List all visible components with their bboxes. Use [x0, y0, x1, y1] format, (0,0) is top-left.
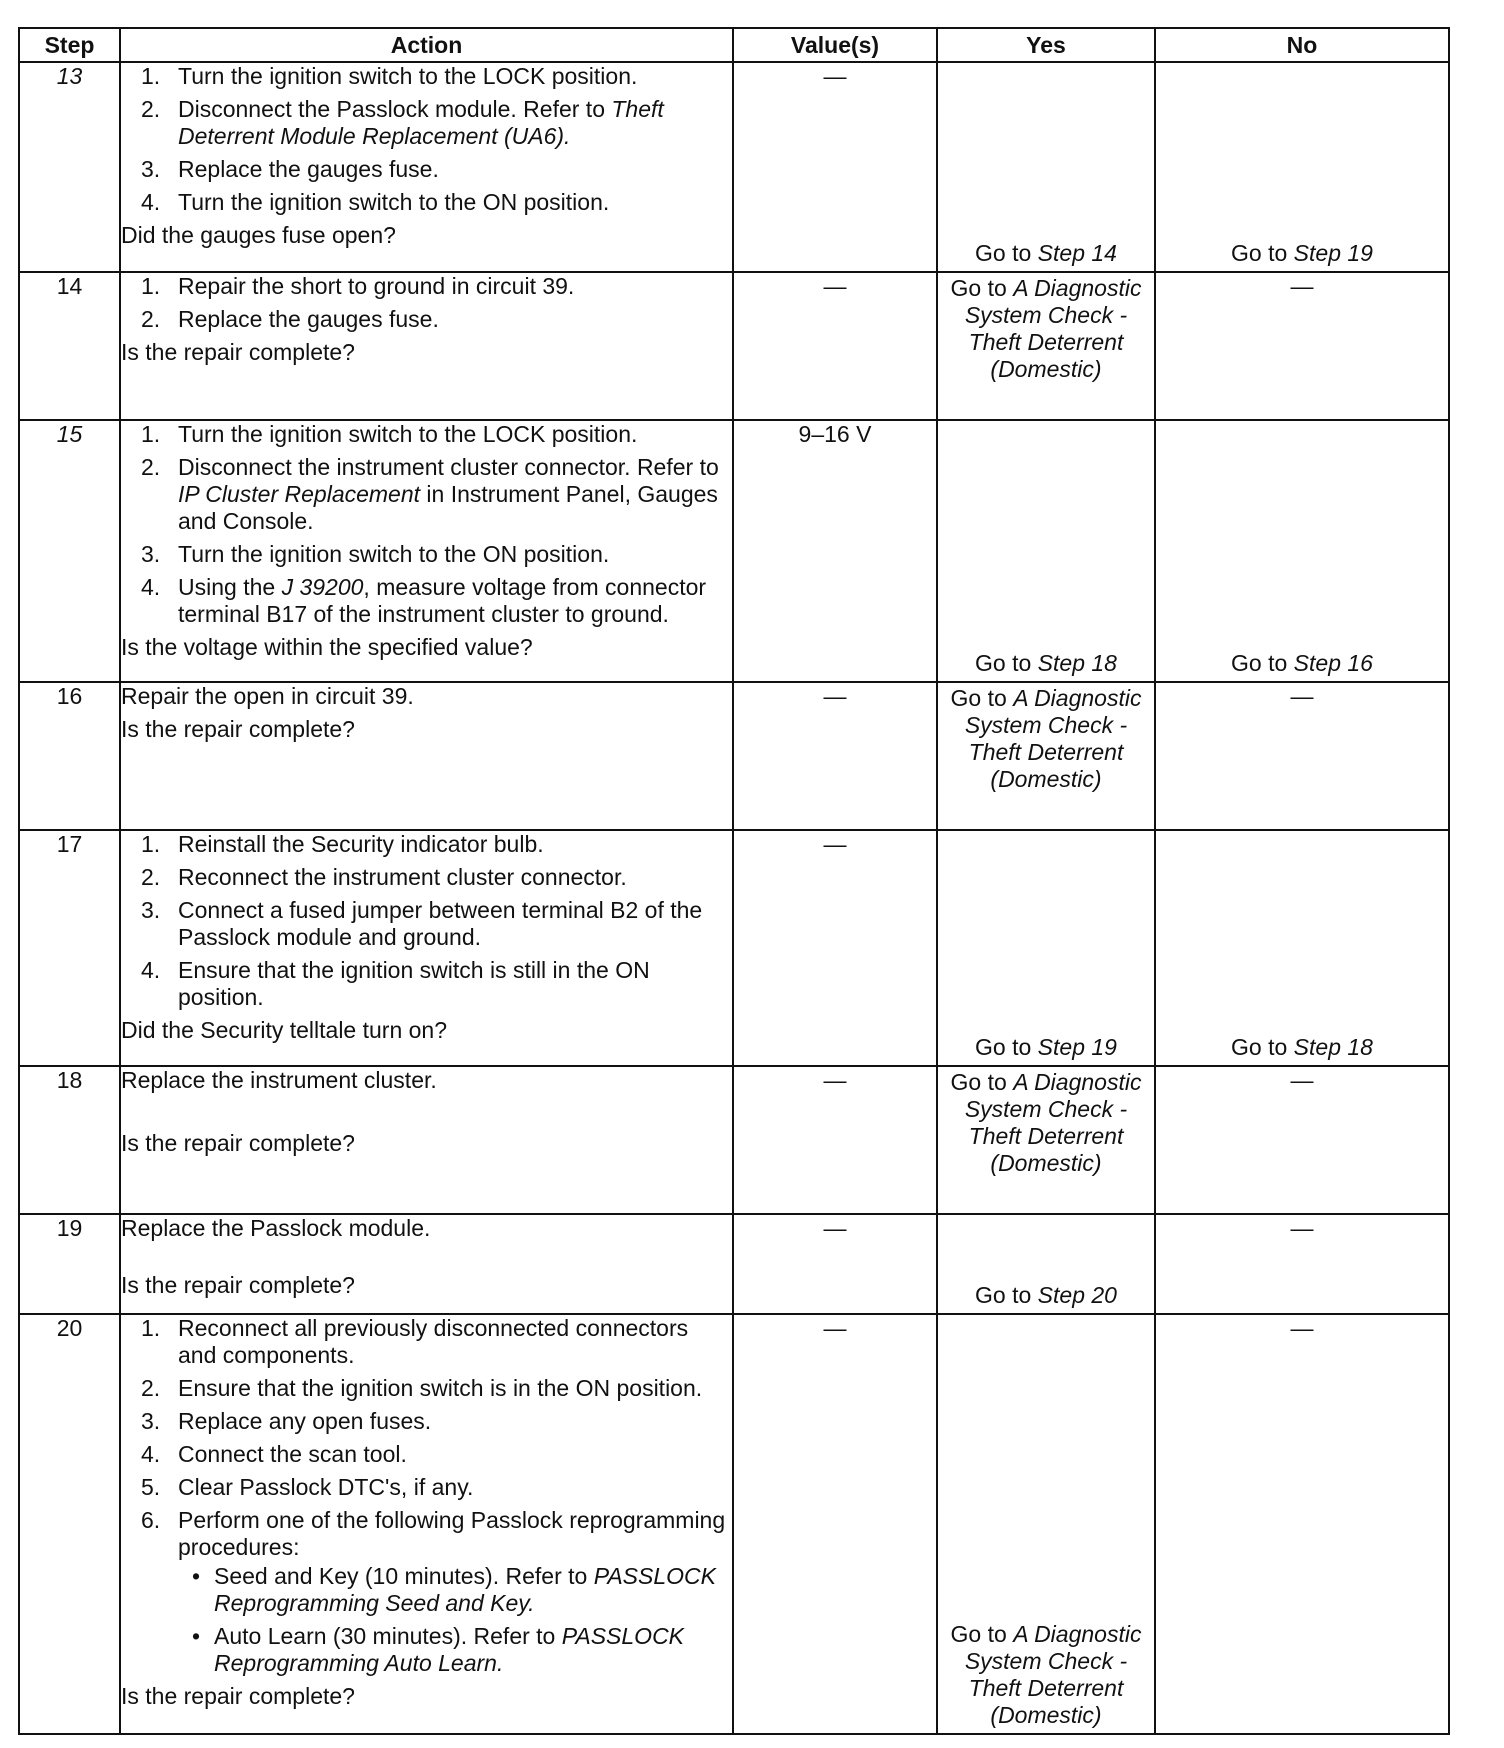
step-number: 18: [19, 1066, 120, 1214]
no-cell: —: [1155, 1214, 1449, 1314]
yes-cell: Go to Step 20: [937, 1214, 1155, 1314]
bullet-item: • Seed and Key (10 minutes). Refer to PASSLOCK Reprogramming Seed and Key.: [192, 1563, 716, 1616]
step-number: 15: [19, 420, 120, 682]
step-number: 14: [19, 272, 120, 420]
list-item: 4. Turn the ignition switch to the ON position.: [141, 189, 610, 215]
action-text: Replace the instrument cluster.: [121, 1067, 437, 1093]
list-item: 1. Reconnect all previously disconnected connectors and components.: [141, 1315, 689, 1368]
list-item: 1. Turn the ignition switch to the LOCK position.: [141, 421, 638, 447]
question: Is the repair complete?: [121, 1130, 355, 1156]
list-item: 2. Ensure that the ignition switch is in the ON position.: [141, 1375, 703, 1401]
yes-cell: Go to Step 14: [937, 62, 1155, 272]
action-text: Repair the open in circuit 39.: [121, 683, 414, 709]
table-row: [19, 682, 1449, 830]
bullet-item: • Auto Learn (30 minutes). Refer to PASSLOCK Reprogramming Auto Learn.: [192, 1623, 685, 1676]
no-cell: —: [1155, 682, 1449, 830]
table-row: [19, 62, 1449, 272]
header-no: No: [1155, 28, 1449, 62]
question: Did the gauges fuse open?: [121, 222, 396, 248]
list-item: 3. Connect a fused jumper between terminal B2 of the Passlock module and ground.: [141, 897, 703, 950]
table-row: [19, 1214, 1449, 1314]
action-cell: [120, 1314, 733, 1734]
list-item: 4. Connect the scan tool.: [141, 1441, 407, 1467]
list-item: 1. Repair the short to ground in circuit 39.: [141, 273, 575, 299]
question: Is the voltage within the specified value?: [121, 634, 533, 660]
value-cell: 9–16 V: [733, 420, 937, 682]
action-cell: [120, 830, 733, 1066]
list-item: 1. Turn the ignition switch to the LOCK position.: [141, 63, 638, 89]
list-item: 1. Reinstall the Security indicator bulb.: [141, 831, 544, 857]
value-cell: —: [733, 62, 937, 272]
step-number: 13: [19, 62, 120, 272]
action-text: Replace the Passlock module.: [121, 1215, 431, 1241]
table-row: [19, 420, 1449, 682]
list-item: 2. Disconnect the Passlock module. Refer to Theft Deterrent Module Replacement (UA6).: [141, 96, 664, 149]
question: Is the repair complete?: [121, 1272, 355, 1298]
action-cell: [120, 1214, 733, 1314]
no-cell: —: [1155, 272, 1449, 420]
value-cell: —: [733, 1214, 937, 1314]
list-item: 3. Replace the gauges fuse.: [141, 156, 439, 182]
step-number: 19: [19, 1214, 120, 1314]
yes-cell: Go to A Diagnostic System Check - Theft Deterrent (Domestic): [937, 1066, 1155, 1214]
step-number: 20: [19, 1314, 120, 1734]
header-row: [19, 28, 1449, 62]
question: Did the Security telltale turn on?: [121, 1017, 448, 1043]
action-cell: [120, 682, 733, 830]
no-cell: Go to Step 18: [1155, 830, 1449, 1066]
header-yes: Yes: [937, 28, 1155, 62]
action-cell: [120, 420, 733, 682]
list-item: 6. Perform one of the following Passlock reprogramming procedures: • Seed and Key (10 minutes). Refer to PASSLOCK Reprogramming Seed and Key. • Auto Learn (30 minutes). Refer to PASSLOCK Reprogramming Auto Learn.: [121, 1507, 732, 1677]
yes-cell: Go to A Diagnostic System Check - Theft Deterrent (Domestic): [937, 1314, 1155, 1734]
list-item: 2. Disconnect the instrument cluster connector. Refer to IP Cluster Replacement in Instrument Panel, Gauges and Console.: [141, 454, 719, 534]
no-cell: Go to Step 16: [1155, 420, 1449, 682]
question: Is the repair complete?: [121, 339, 355, 365]
no-cell: Go to Step 19: [1155, 62, 1449, 272]
action-cell: [120, 272, 733, 420]
table-row: [19, 1066, 1449, 1214]
table-row: [19, 830, 1449, 1066]
action-cell: [120, 1066, 733, 1214]
header-values: Value(s): [733, 28, 937, 62]
no-cell: —: [1155, 1066, 1449, 1214]
value-cell: —: [733, 1314, 937, 1734]
question: Is the repair complete?: [121, 1683, 355, 1709]
list-item: 4. Ensure that the ignition switch is still in the ON position.: [141, 957, 650, 1010]
step-number: 16: [19, 682, 120, 830]
list-item: 3. Replace any open fuses.: [141, 1408, 432, 1434]
yes-cell: Go to Step 18: [937, 420, 1155, 682]
list-item: 4. Using the J 39200, measure voltage from connector terminal B17 of the instrument cluster to ground.: [141, 574, 707, 627]
list-item: 2. Reconnect the instrument cluster connector.: [141, 864, 627, 890]
table-row: [19, 272, 1449, 420]
yes-cell: Go to A Diagnostic System Check - Theft Deterrent (Domestic): [937, 272, 1155, 420]
value-cell: —: [733, 682, 937, 830]
value-cell: —: [733, 830, 937, 1066]
value-cell: —: [733, 272, 937, 420]
step-number: 17: [19, 830, 120, 1066]
list-item: 3. Turn the ignition switch to the ON position.: [141, 541, 610, 567]
table-row: [19, 1314, 1449, 1734]
list-item: 5. Clear Passlock DTC's, if any.: [141, 1474, 474, 1500]
header-step: Step: [19, 28, 120, 62]
list-item: 2. Replace the gauges fuse.: [141, 306, 439, 332]
value-cell: —: [733, 1066, 937, 1214]
diagnostic-table: [18, 27, 1450, 1735]
header-action: Action: [120, 28, 733, 62]
question: Is the repair complete?: [121, 716, 355, 742]
yes-cell: Go to A Diagnostic System Check - Theft Deterrent (Domestic): [937, 682, 1155, 830]
yes-cell: Go to Step 19: [937, 830, 1155, 1066]
action-cell: [120, 62, 733, 272]
no-cell: —: [1155, 1314, 1449, 1734]
